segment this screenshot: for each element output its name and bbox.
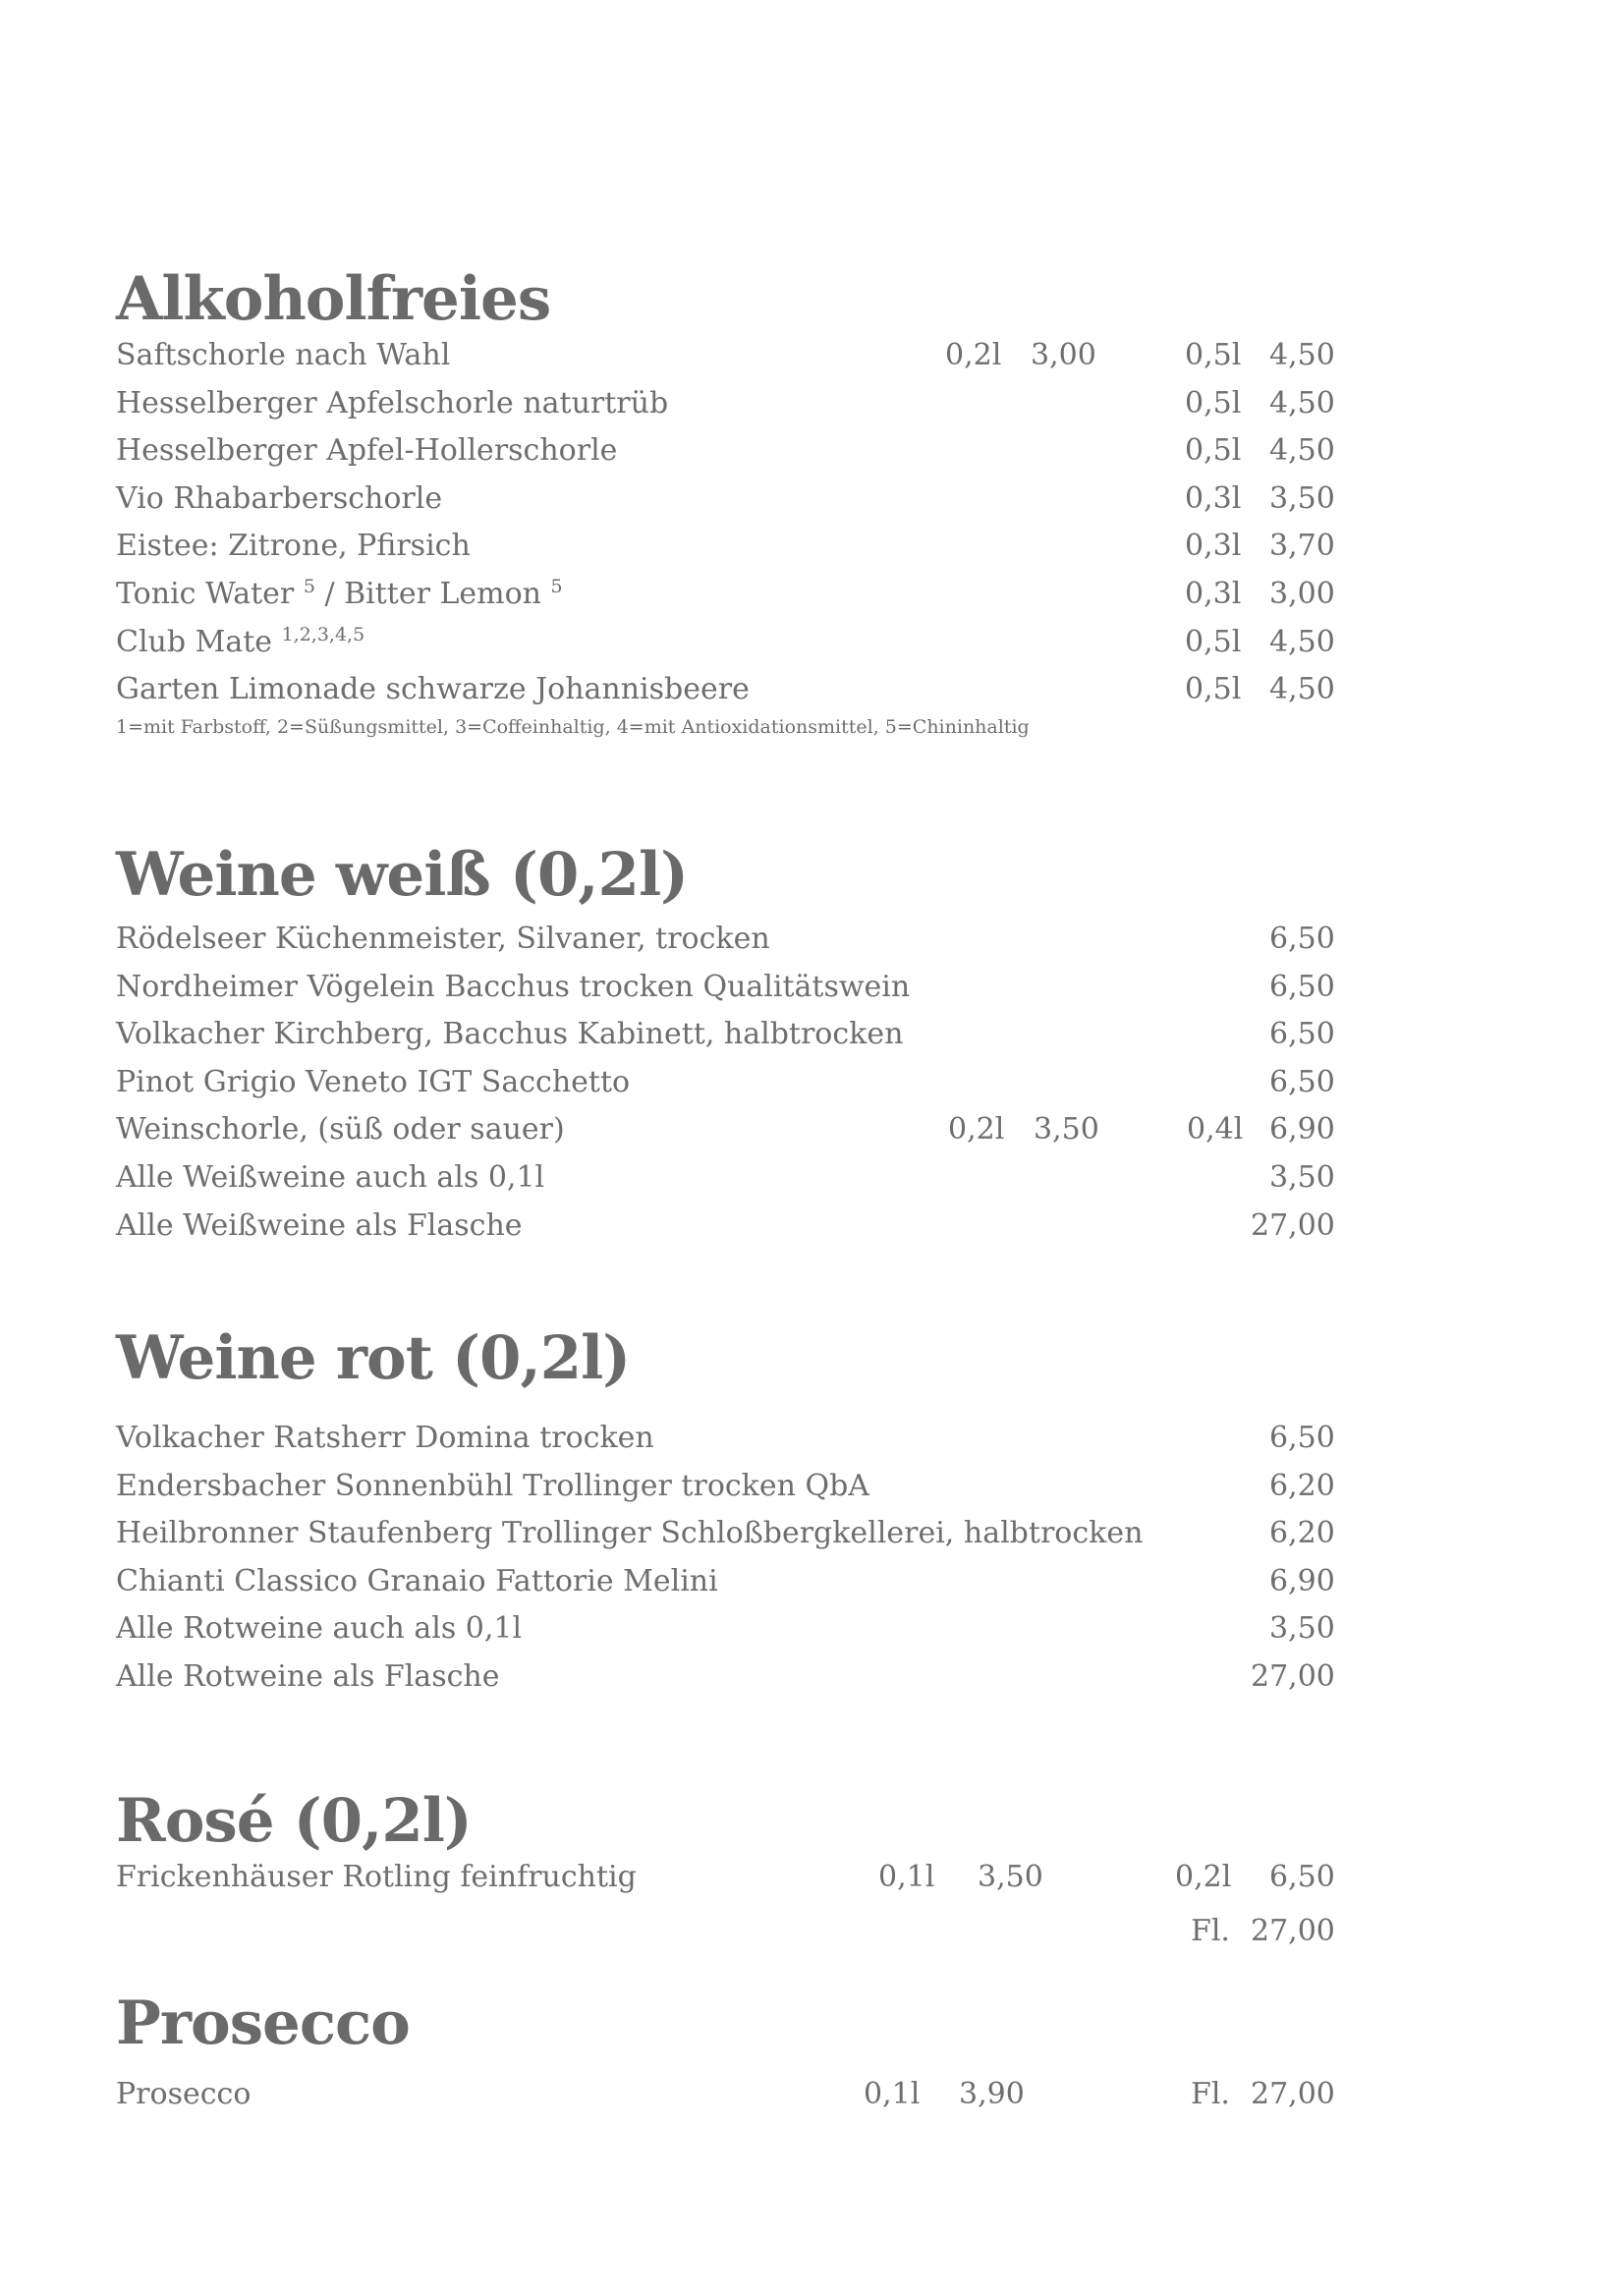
menu-item — [116, 1415, 1334, 1463]
item-price-large: 27,00 — [1251, 2077, 1335, 2111]
item-name-part: Tonic Water — [116, 576, 295, 611]
item-price-large: 4,50 — [1269, 624, 1335, 659]
section-weine-weiss — [116, 841, 1334, 1250]
item-name: Pinot Grigio Veneto IGT Sacchetto — [116, 1064, 631, 1099]
item-price-large: 4,50 — [1269, 672, 1335, 707]
menu-item — [116, 1558, 1334, 1606]
item-name: Rödelseer Küchenmeister, Silvaner, trocken — [116, 922, 770, 956]
item-price-large: 3,50 — [1269, 480, 1335, 516]
item-price-large: 6,50 — [1269, 969, 1335, 1004]
item-name: Prosecco — [116, 2077, 252, 2111]
item-price-small: 3,50 — [1034, 1112, 1099, 1148]
menu-item — [116, 1653, 1334, 1702]
item-price-large: 4,50 — [1269, 385, 1335, 420]
item-price-large: 4,50 — [1269, 338, 1335, 372]
menu-item — [116, 1463, 1334, 1511]
item-name-part: Club Mate — [116, 624, 273, 659]
item-size-large: Fl. — [1191, 1913, 1230, 1948]
item-name: Frickenhäuser Rotling feinfruchtig — [116, 1860, 637, 1894]
item-size-large: 0,3l — [1185, 529, 1242, 564]
item-name: Garten Limonade schwarze Johannisbeere — [116, 672, 750, 707]
item-price-large: 3,50 — [1269, 1611, 1335, 1647]
item-price-large: 6,50 — [1269, 1017, 1335, 1052]
item-price-large: 27,00 — [1251, 1207, 1335, 1243]
item-name — [116, 619, 364, 667]
menu-item — [116, 1510, 1334, 1558]
item-size-large: 0,5l — [1185, 624, 1242, 659]
item-price-large: 4,50 — [1269, 433, 1335, 469]
additives-footnote: 1=mit Farbstoff, 2=Süßungsmittel, 3=Coffeinhaltig, 4=mit Antioxidationsmittel, 5=Chininhaltig — [116, 715, 1030, 738]
item-name: Chianti Classico Granaio Fattorie Melini — [116, 1563, 718, 1598]
menu-item — [116, 666, 1334, 714]
section-title: Weine rot (0,2l) — [116, 1323, 631, 1393]
section-title: Rosé (0,2l) — [116, 1786, 472, 1856]
section-title: Weine weiß (0,2l) — [116, 840, 689, 910]
section-rose — [116, 1787, 1334, 1955]
menu-item — [116, 1605, 1334, 1653]
section-weine-rot — [116, 1324, 1334, 1702]
item-size-small: 0,1l — [878, 1860, 935, 1894]
menu-item — [116, 1908, 1334, 1956]
menu-item — [116, 1011, 1334, 1059]
item-name: Alle Weißweine auch als 0,1l — [116, 1159, 545, 1195]
item-price-large: 6,50 — [1269, 1421, 1335, 1455]
item-size-large: 0,5l — [1185, 672, 1242, 707]
section-title: Prosecco — [116, 1988, 410, 2058]
item-price-small: 3,50 — [978, 1860, 1043, 1894]
menu-item — [116, 523, 1334, 571]
item-name: Alle Weißweine als Flasche — [116, 1207, 523, 1243]
item-name — [116, 571, 563, 619]
menu-item — [116, 1059, 1334, 1107]
footnote-marker: 1,2,3,4,5 — [281, 623, 365, 645]
item-price-large: 6,90 — [1269, 1112, 1335, 1148]
item-size-small: 0,2l — [945, 338, 1002, 372]
item-name: Hesselberger Apfel-Hollerschorle — [116, 433, 618, 469]
item-price-large: 6,50 — [1269, 1064, 1335, 1099]
item-size-large: 0,3l — [1185, 480, 1242, 516]
item-name: Heilbronner Staufenberg Trollinger Schloßbergkellerei, halbtrocken — [116, 1516, 1144, 1551]
menu-item — [116, 619, 1334, 667]
item-size-large: 0,3l — [1185, 576, 1242, 611]
item-name: Eistee: Zitrone, Pfirsich — [116, 529, 471, 564]
item-price-large: 3,70 — [1269, 529, 1335, 564]
section-alkoholfreies — [116, 265, 1334, 742]
item-name: Vio Rhabarberschorle — [116, 480, 443, 516]
item-size-large: 0,5l — [1185, 338, 1242, 372]
menu-item — [116, 916, 1334, 964]
item-name: Alle Rotweine auch als 0,1l — [116, 1611, 523, 1647]
section-title: Alkoholfreies — [116, 264, 551, 334]
item-size-small: 0,2l — [948, 1112, 1005, 1148]
item-name: Saftschorle nach Wahl — [116, 338, 451, 372]
item-name: Alle Rotweine als Flasche — [116, 1658, 500, 1694]
item-price-large: 3,00 — [1269, 576, 1335, 611]
section-prosecco — [116, 1989, 1334, 2119]
item-name: Volkacher Kirchberg, Bacchus Kabinett, halbtrocken — [116, 1017, 904, 1052]
menu-item — [116, 1154, 1334, 1203]
item-size-small: 0,1l — [864, 2077, 921, 2111]
footnote-marker: 5 — [303, 575, 315, 597]
item-size-large: 0,5l — [1185, 433, 1242, 469]
item-name: Nordheimer Vögelein Bacchus trocken Qualitätswein — [116, 969, 911, 1004]
menu-item — [116, 476, 1334, 524]
item-size-large: 0,4l — [1187, 1112, 1244, 1148]
item-name: Volkacher Ratsherr Domina trocken — [116, 1421, 654, 1455]
item-size-large: Fl. — [1191, 2077, 1230, 2111]
item-name: Weinschorle, (süß oder sauer) — [116, 1112, 565, 1148]
item-size-large: 0,2l — [1175, 1860, 1232, 1894]
menu-item — [116, 1854, 1334, 1902]
menu-item — [116, 964, 1334, 1012]
item-price-large: 27,00 — [1251, 1913, 1335, 1948]
item-price-large: 6,50 — [1269, 922, 1335, 956]
item-price-large: 6,20 — [1269, 1516, 1335, 1551]
item-price-large: 6,20 — [1269, 1468, 1335, 1503]
menu-item — [116, 2071, 1334, 2119]
item-price-small: 3,00 — [1031, 338, 1096, 372]
item-price-large: 3,50 — [1269, 1159, 1335, 1195]
menu-item — [116, 332, 1334, 380]
menu-item — [116, 1106, 1334, 1154]
item-price-small: 3,90 — [959, 2077, 1025, 2111]
item-name-part: / Bitter Lemon — [314, 576, 541, 611]
item-price-large: 6,50 — [1269, 1860, 1335, 1894]
menu-item — [116, 1203, 1334, 1251]
item-name: Hesselberger Apfelschorle naturtrüb — [116, 385, 669, 420]
menu-item — [116, 380, 1334, 428]
menu-item — [116, 571, 1334, 619]
item-price-large: 6,90 — [1269, 1563, 1335, 1598]
item-size-large: 0,5l — [1185, 385, 1242, 420]
item-name: Endersbacher Sonnenbühl Trollinger trocken QbA — [116, 1468, 869, 1503]
item-price-large: 27,00 — [1251, 1658, 1335, 1694]
footnote-marker: 5 — [550, 575, 563, 597]
menu-item — [116, 427, 1334, 476]
